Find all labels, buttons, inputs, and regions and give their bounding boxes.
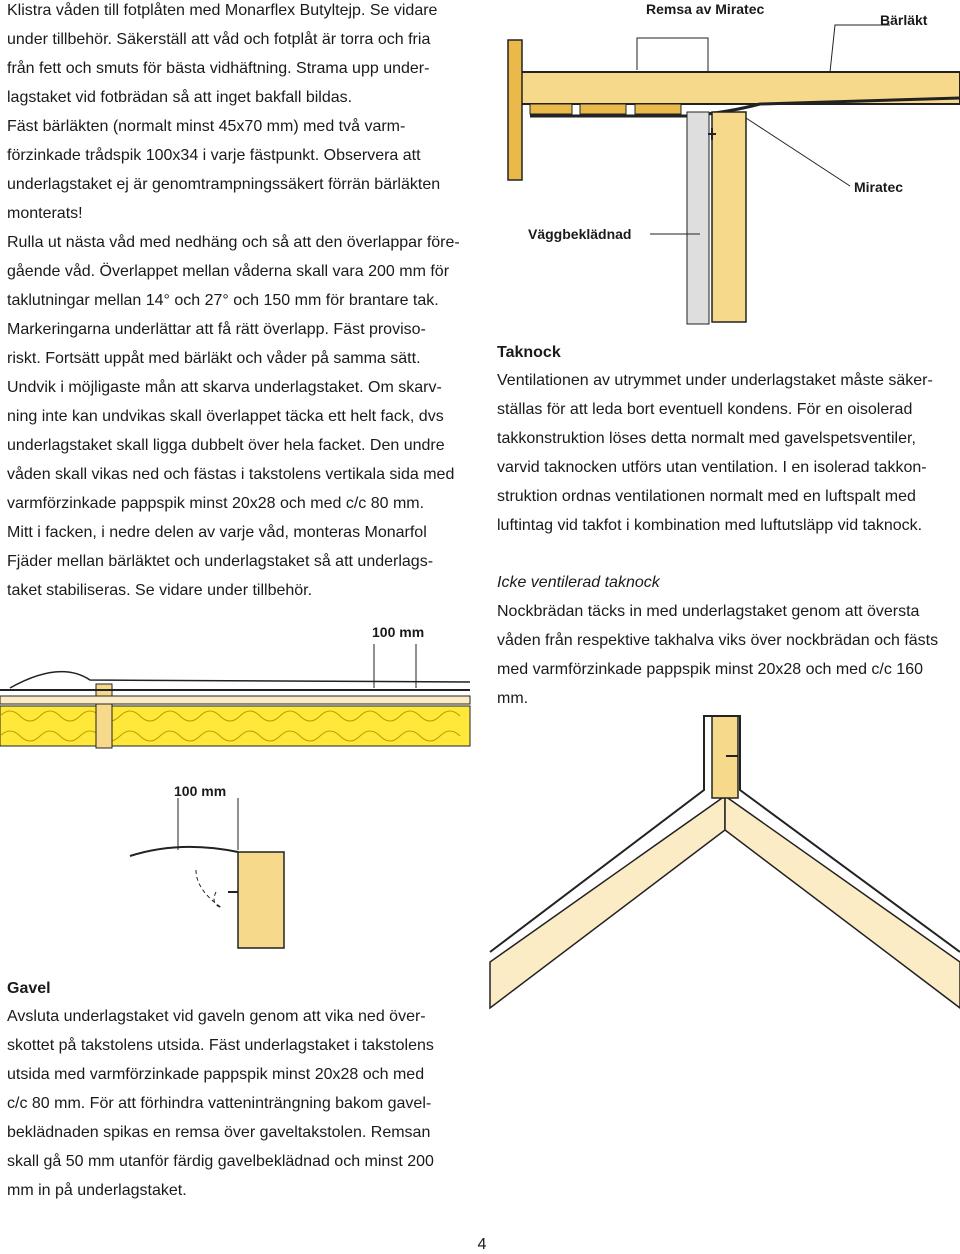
roof-half-left bbox=[490, 796, 725, 1008]
batten bbox=[580, 104, 626, 114]
page-number: 4 bbox=[477, 1236, 487, 1253]
gavel-heading: Gavel bbox=[7, 980, 51, 997]
gavel-text: Avsluta underlagstaket vid gaveln genom att vika ned över- skottet på takstolens utsida. Fäst underlagstaket i takstolens utsida med varmförzinkade pappspik minst 20x28 och med c/c 80 mm. För att förhindra vatteninträngning bakom gavel- beklädnaden spikas en remsa över gaveltakstolen. Remsan skall gå 50 mm utanför färdig gavelbeklädnad och minst 200 mm in på underlagstaket. bbox=[7, 1008, 434, 1199]
truss-board bbox=[238, 852, 284, 948]
batten bbox=[635, 104, 681, 114]
label-miratec: Miratec bbox=[854, 179, 904, 195]
nock-text: Nockbrädan täcks in med underlagstaket genom att översta våden från respektive takhalva viks över nockbrädan och fästs med varmförzinkade pappspik minst 20x28 och med c/c 160 mm. bbox=[497, 603, 939, 707]
nock-subheading: Icke ventilerad taknock bbox=[497, 574, 660, 591]
batten-post bbox=[96, 684, 112, 748]
barlakt-leader bbox=[830, 25, 890, 72]
remsa-leader bbox=[637, 38, 708, 72]
miratec-leader bbox=[746, 118, 850, 186]
label-remsa: Remsa av Miratec bbox=[646, 1, 765, 17]
fold-detail-figure bbox=[0, 780, 490, 950]
batten bbox=[530, 104, 572, 114]
taknock-heading: Taknock bbox=[497, 344, 561, 361]
wall-board bbox=[712, 112, 746, 322]
gable-detail-figure bbox=[490, 0, 960, 330]
membrane-line bbox=[130, 847, 238, 856]
label-overlap: 100 mm bbox=[372, 624, 425, 640]
wall-cladding bbox=[687, 112, 709, 324]
label-vagg: Väggbeklädnad bbox=[528, 226, 632, 242]
taknock-text: Ventilationen av utrymmet under underlagstaket måste säker- ställas för att leda bort eventuell kondens. För en oisolerad takkonstruktion löses detta normalt med gavelspetsventiler, varvid taknocken utförs utan ventilation. I en isolerad takkon- struktion ordnas ventilationen normalt med en luftspalt med luftintag vid takfot i kombination med luftutsläpp vid taknock. bbox=[497, 372, 933, 534]
intro-text: Klistra våden till fotplåten med Monarflex Butyltejp. Se vidare under tillbehör. Säkerställ att våd och fotplåt är torra och fria från fett och smuts för bästa vidhäftning. Strama upp under- lagstaket vid fotbrädan så att inget bakfall bildas. Fäst bärläkten (normalt minst 45x70 mm) med två varm- förzinkade trådspik 100x34 i varje fästpunkt. Observera att underlagstaket ej är genomtrampningssäkert förrän bärläkten monterats! Rulla ut nästa våd med nedhäng och så att den överlappar före- gående våd. Överlappet mellan våderna skall vara 200 mm för taklutningar mellan 14° och 27° och 150 mm för brantare tak. Markeringarna underlättar att få rätt överlapp. Fäst proviso- riskt. Fortsätt uppåt med bärläkt och våder på samma sätt. Undvik i möjligaste mån att skarva underlagstaket. Om skarv- ning inte kan undvikas skall överlappet täcka ett helt fack, dvs underlagstaket skall ligga dubbelt över hela facket. Den undre våden skall vikas ned och fästas i takstolens vertikala sida med varmförzinkade pappspik minst 20x28 och med c/c 80 mm. Mitt i facken, i nedre delen av varje våd, monteras Monarfol Fjäder mellan bärläktet och underlagstaket så att underlags- taket stabiliseras. Se vidare under tillbehör. bbox=[7, 2, 460, 599]
roof-board bbox=[0, 696, 470, 704]
overlap-detail-figure bbox=[0, 620, 490, 770]
label-fold: 100 mm bbox=[174, 783, 227, 799]
roof-half-right bbox=[725, 796, 960, 1008]
membrane-overlap bbox=[10, 672, 470, 688]
label-barlakt: Bärläkt bbox=[880, 12, 928, 28]
ridge-detail-figure bbox=[490, 712, 960, 1022]
gable-post bbox=[508, 40, 522, 180]
fold-arc bbox=[196, 870, 222, 908]
